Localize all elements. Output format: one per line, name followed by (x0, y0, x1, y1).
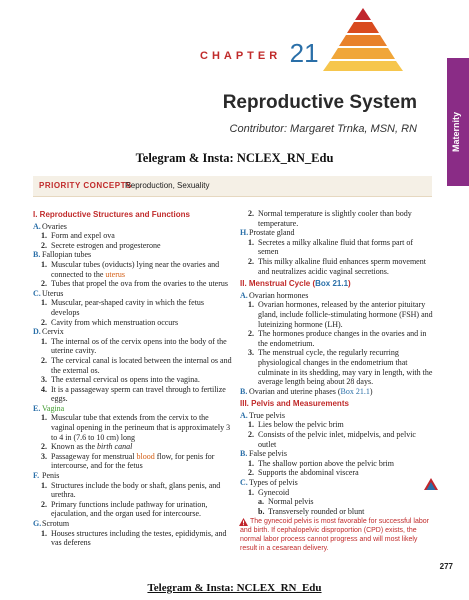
outline-subitem: 3. The external cervical os opens into the vagina. (41, 375, 200, 385)
outline-subitem: 1. Houses structures including the testes, epididymis, and vas deferens (41, 528, 227, 548)
section-heading: I. Reproductive Structures and Functions (33, 210, 190, 219)
priority-value: Reproduction, Sexuality (125, 181, 210, 190)
outline-subitem: 4. It is a passageway sperm can travel through to fertilize eggs. (41, 384, 226, 404)
outline-subitem: 2. Known as the birth canal (41, 442, 133, 452)
left-column (33, 209, 233, 548)
right-column (240, 209, 435, 516)
outline-item: A. True pelvis (240, 410, 285, 420)
outline-subitem: 1. Muscular tubes (oviducts) lying near the ovaries and connected to the uterus (41, 259, 220, 279)
outline-subitem: 2. Normal temperature is slightly cooler than body temperature. (248, 209, 412, 228)
outline-item: G. Scrotum (33, 519, 70, 528)
page-number: 277 (439, 562, 453, 571)
footer-watermark: Telegram & Insta: NCLEX_RN_Edu (147, 582, 322, 594)
outline-subitem: 3. The menstrual cycle, the regularly recurring physiological changes in the endometrium that culminate in its shedding, may vary in length, with the average length being about 28 days. (248, 348, 433, 387)
outline-subitem: 2. This milky alkaline fluid enhances sperm movement and neutralizes acidic vaginal secretions. (248, 256, 426, 276)
outline-subitem: 1. Lies below the pelvic brim (248, 420, 344, 430)
pyramid-marker-icon (424, 478, 438, 490)
chapter-heading (200, 38, 319, 69)
outline-item: E. Vagina (33, 403, 65, 413)
outline-item: B. False pelvis (240, 449, 287, 459)
box-link[interactable]: Box 21.1 (340, 386, 370, 396)
outline-subitem: 1. The internal os of the cervix opens into the body of the uterine cavity. (41, 336, 227, 356)
header-watermark: Telegram & Insta: NCLEX_RN_Edu (135, 151, 334, 165)
outline-subitem: 2. Secrete estrogen and progesterone (41, 240, 161, 250)
vagina-link[interactable]: Vagina (42, 403, 65, 413)
outline-item: C. Types of pelvis (240, 478, 298, 488)
outline-subitem: 2. The hormones produce changes in the ovaries and in the endometrium. (248, 329, 427, 348)
page-title: Reproductive System (222, 92, 417, 113)
outline-subsubitem: a. Normal pelvis (258, 497, 314, 507)
outline-subitem: 2. Consists of the pelvic inlet, midpelvis, and pelvic outlet (248, 430, 416, 449)
priority-label: PRIORITY CONCEPTS (39, 181, 132, 190)
outline-subitem: 1. Structures include the body or shaft, glans penis, and urethra. (41, 480, 221, 500)
warning-icon (239, 518, 248, 526)
outline-subitem: 2. Tubes that propel the ova from the ovaries to the uterus (41, 279, 228, 289)
chapter-label: CHAPTER (200, 50, 282, 62)
section-heading: III. Pelvis and Measurements (240, 399, 349, 409)
outline-subitem: 1. Secretes a milky alkaline fluid that forms part of semen (248, 237, 414, 257)
priority-concepts-bar (33, 176, 432, 197)
outline-subitem: 1. Muscular, pear-shaped cavity in which the fetus develops (41, 298, 205, 317)
box-link[interactable]: Box 21.1 (315, 279, 349, 289)
alert-note (240, 517, 436, 553)
sidebar-tab (447, 58, 469, 186)
blood-link[interactable]: blood (136, 451, 155, 461)
outline-item: C. Uterus (33, 288, 64, 298)
outline-item: B. Ovarian and uterine phases (Box 21.1) (240, 386, 373, 396)
outline-subitem: 1. Muscular tube that extends from the cervix to the vaginal opening in the perineum that is approximately 3 to 4 in (7.6 to 10 cm) long (41, 413, 231, 442)
contributor: Contributor: Margaret Trnka, MSN, RN (229, 123, 417, 135)
outline-subitem: 2. Cavity from which menstruation occurs (41, 317, 179, 327)
outline-item: F. Penis (33, 471, 60, 481)
outline-subitem: 1. Gynecoid (248, 487, 290, 497)
uterus-link[interactable]: uterus (105, 269, 125, 279)
outline-item: A. Ovaries (33, 221, 67, 231)
outline-subitem: 2. Supports the abdominal viscera (248, 468, 359, 478)
outline-item: B. Fallopian tubes (33, 250, 92, 260)
pyramid-logo (322, 6, 404, 72)
outline-item: A. Ovarian hormones (240, 290, 309, 300)
outline-subitem: 3. Passageway for menstrual blood flow, for penis for intercourse, and for the fetus (41, 451, 215, 471)
outline-subitem: 2. The cervical canal is located between the internal os and the external os. (41, 355, 232, 375)
outline-subitem: 2. Primary functions include pathway for urination, ejaculation, and the organ used for intercourse. (41, 499, 208, 519)
chapter-number: 21 (289, 38, 319, 68)
outline-item: H. Prostate gland (240, 228, 295, 238)
outline-subitem: 1. The shallow portion above the pelvic brim (248, 458, 394, 468)
outline-subitem: 1. Form and expel ova (41, 231, 115, 241)
section-heading: II. Menstrual Cycle (Box 21.1) (240, 279, 351, 289)
alert-text: The gynecoid pelvis is most favorable for successful labor and birth. If cephalopelvic disproportion (CPD) exists, the normal labor process cannot progress and will most likely result in a cesarean delivery. (240, 518, 429, 552)
sidebar-tab-label: Maternity (451, 111, 461, 152)
outline-subsubitem: b. Transversely rounded or blunt (258, 506, 365, 516)
outline-item: D. Cervix (33, 327, 64, 337)
outline-subitem: 1. Ovarian hormones, released by the anterior pituitary gland, include follicle-stimulating hormone (FSH) and luteinizing hormone (LH). (248, 300, 433, 329)
